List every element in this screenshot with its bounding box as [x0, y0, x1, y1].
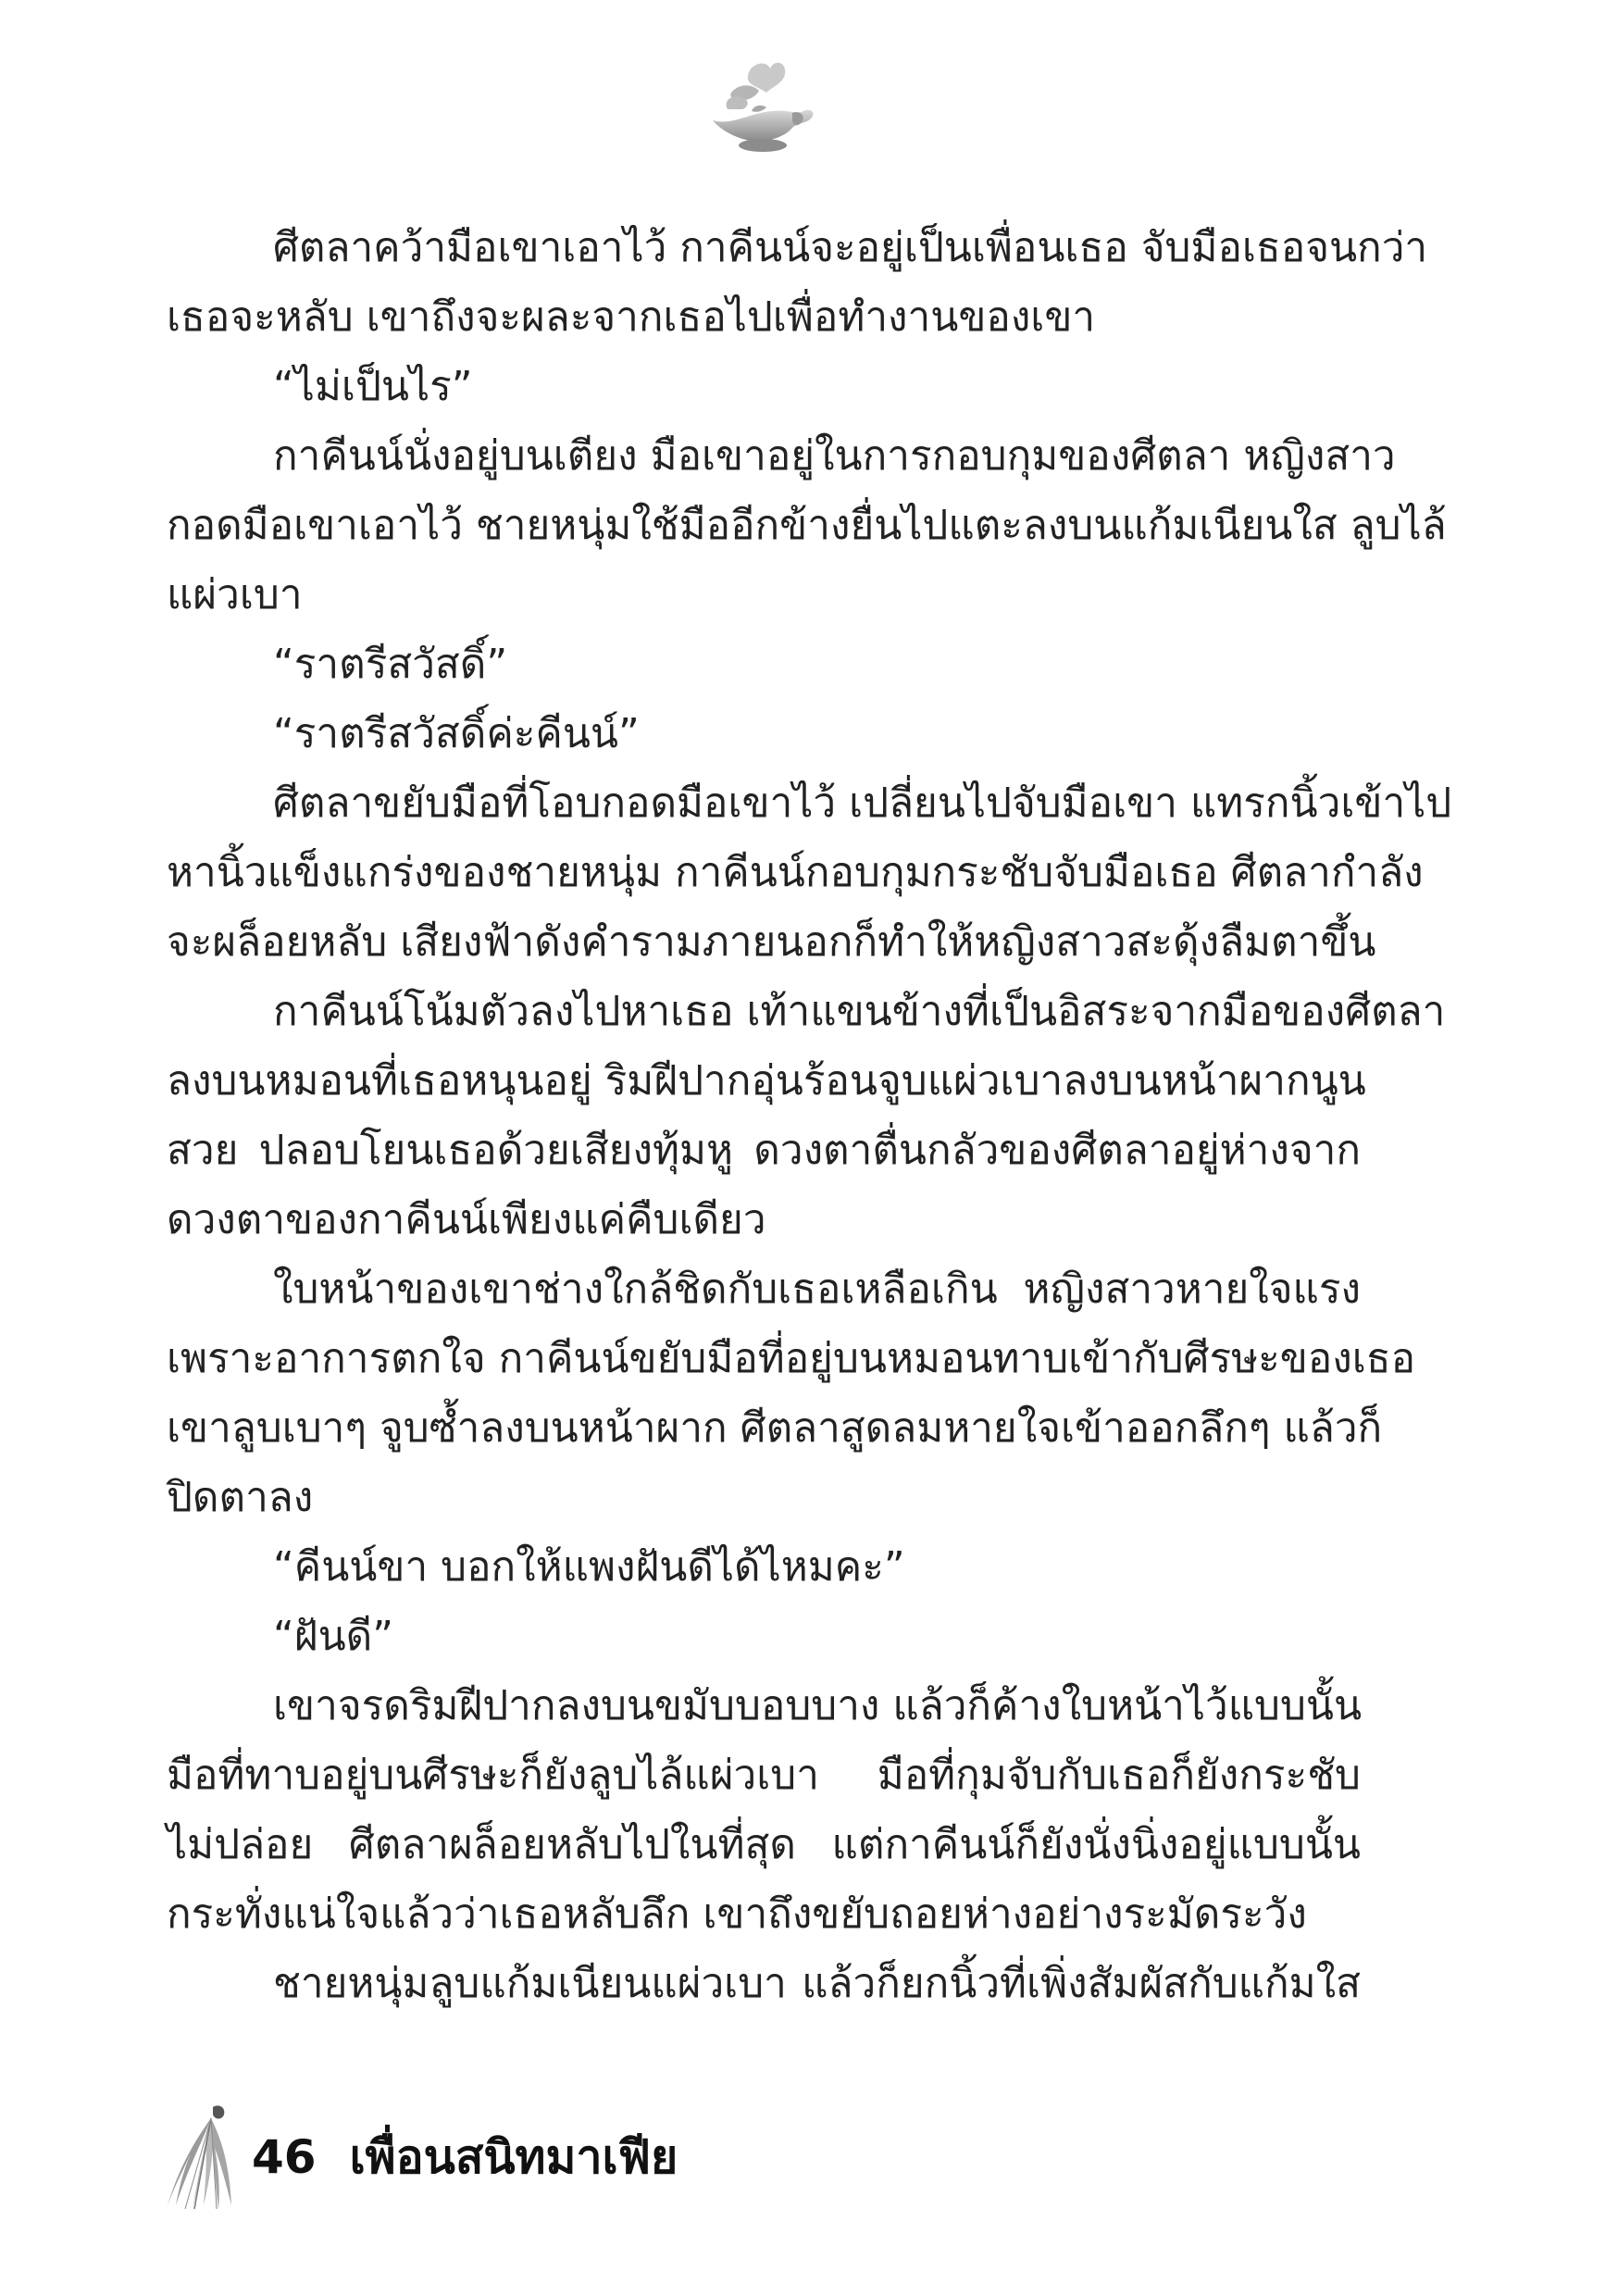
- text-line: แผ่วเบา: [167, 571, 303, 618]
- text-line: ปิดตาลง: [167, 1474, 314, 1521]
- paragraph: [167, 421, 1447, 630]
- text-line: “ราตรีสวัสดิ์ค่ะคีนน์”: [273, 710, 640, 757]
- text-line: “ราตรีสวัสดิ์”: [273, 641, 508, 688]
- page-number: 46: [252, 2130, 317, 2184]
- text-line: “ไม่เป็นไร”: [273, 363, 473, 410]
- text-line: กาคีนน์นั่งอยู่บนเตียง มือเขาอยู่ในการกอบกุมของศีตลา หญิงสาว: [273, 432, 1396, 480]
- paragraph: [167, 630, 1361, 699]
- text-line: หานิ้วแข็งแกร่งของชายหนุ่ม กาคีนน์กอบกุมกระชับจับมือเธอ ศีตลากำลัง: [167, 849, 1424, 896]
- text-line: สวย ปลอบโยนเธอด้วยเสียงทุ้มหู ดวงตาตื่นกลัวของศีตลาอยู่ห่างจาก: [167, 1127, 1361, 1174]
- text-line: เขาจรดริมฝีปากลงบนขมับบอบบาง แล้วก็ค้างใบหน้าไว้แบบนั้น: [273, 1682, 1363, 1729]
- paragraph: [167, 1254, 1416, 1532]
- text-line: ดวงตาของกาคีนน์เพียงแค่คืบเดียว: [167, 1196, 766, 1243]
- page-footer: [252, 2120, 678, 2194]
- paragraph: [167, 213, 1428, 352]
- text-line: ศีตลาคว้ามือเขาเอาไว้ กาคีนน์จะอยู่เป็นเพื่อนเธอ จับมือเธอจนกว่า: [273, 224, 1428, 271]
- text-line: ใบหน้าของเขาช่างใกล้ชิดกับเธอเหลือเกิน หญิงสาวหายใจแรง: [273, 1266, 1361, 1313]
- paragraph: [167, 977, 1446, 1254]
- story-text: [167, 213, 1452, 2018]
- text-line: เขาลูบเบาๆ จูบซ้ำลงบนหน้าผาก ศีตลาสูดลมหายใจเข้าออกลึกๆ แล้วก็: [167, 1404, 1383, 1452]
- paragraph: [167, 768, 1452, 977]
- text-line: ชายหนุ่มลูบแก้มเนียนแผ่วเบา แล้วก็ยกนิ้วที่เพิ่งสัมผัสกับแก้มใส: [273, 1960, 1361, 2007]
- text-line: ไม่ปล่อย ศีตลาผล็อยหลับไปในที่สุด แต่กาคีนน์ก็ยังนั่งนิ่งอยู่แบบนั้น: [167, 1821, 1361, 1868]
- text-line: จะผล็อยหลับ เสียงฟ้าดังคำรามภายนอกก็ทำให้หญิงสาวสะดุ้งลืมตาขึ้น: [167, 918, 1376, 966]
- paragraph: [167, 1949, 1361, 2018]
- paragraph: [167, 699, 1361, 768]
- text-line: “ฝันดี”: [273, 1613, 394, 1660]
- text-line: กาคีนน์โน้มตัวลงไปหาเธอ เท้าแขนข้างที่เป็นอิสระจากมือของศีตลา: [273, 988, 1446, 1035]
- text-line: เธอจะหลับ เขาถึงจะผละจากเธอไปเพื่อทำงานของเขา: [167, 293, 1096, 341]
- genie-lamp-icon: [694, 56, 824, 157]
- text-line: ลงบนหมอนที่เธอหนุนอยู่ ริมฝีปากอุ่นร้อนจูบแผ่วเบาลงบนหน้าผากนูน: [167, 1057, 1366, 1104]
- feather-icon: [157, 2102, 245, 2213]
- paragraph: [167, 352, 1361, 421]
- text-line: กระทั่งแน่ใจแล้วว่าเธอหลับลึก เขาถึงขยับถอยห่างอย่างระมัดระวัง: [167, 1890, 1307, 1938]
- text-line: ศีตลาขยับมือที่โอบกอดมือเขาไว้ เปลี่ยนไปจับมือเขา แทรกนิ้วเข้าไป: [273, 780, 1452, 827]
- paragraph: [167, 1532, 1361, 1602]
- text-line: เพราะอาการตกใจ กาคีนน์ขยับมือที่อยู่บนหมอนทาบเข้ากับศีรษะของเธอ: [167, 1335, 1416, 1382]
- paragraph: [167, 1602, 1361, 1671]
- book-title: เพื่อนสนิทมาเฟีย: [349, 2130, 678, 2184]
- text-line: กอดมือเขาเอาไว้ ชายหนุ่มใช้มืออีกข้างยื่นไปแตะลงบนแก้มเนียนใส ลูบไล้: [167, 502, 1447, 549]
- text-line: มือที่ทาบอยู่บนศีรษะก็ยังลูบไล้แผ่วเบา มือที่กุมจับกับเธอก็ยังกระชับ: [167, 1752, 1361, 1799]
- text-line: “คีนน์ขา บอกให้แพงฝันดีได้ไหมคะ”: [273, 1543, 905, 1591]
- paragraph: [167, 1671, 1361, 1949]
